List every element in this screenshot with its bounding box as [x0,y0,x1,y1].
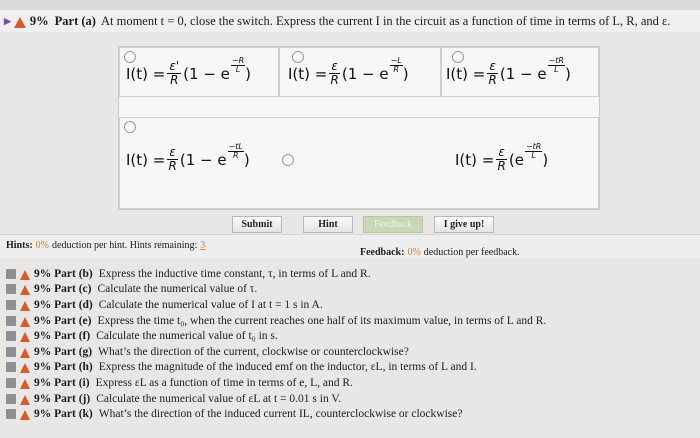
warning-icon [20,285,30,295]
part-status-icon [6,378,16,388]
list-item[interactable]: 9% Part (i) Express εL as a function of time in terms of e, L, and R. [0,375,700,391]
choice-1: I(t) = $\frac{\varepsilon'}{R}$ (1 − e −R L ) [126,56,252,87]
part-status-icon [6,331,16,341]
warning-icon [20,270,30,280]
choice-2: I(t) = $\frac{\varepsilon}{R}$ (1 − e −L R ) [288,56,409,87]
list-item[interactable]: 9% Part (j) Calculate the numerical value of εL at t = 0.01 s in V. [0,391,700,407]
expand-arrow-icon[interactable]: ▶ [4,15,11,26]
hints-info: Hints: 0% deduction per hint. Hints remaining: 3 [6,240,206,251]
give-up-button[interactable]: I give up! [434,216,494,233]
list-item[interactable]: 9% Part (k) What’s the direction of the induced current IL, counterclockwise or clockwise? [0,406,700,422]
part-a-header [0,10,700,32]
part-status-icon [6,284,16,294]
choice-3: I(t) = $\frac{\varepsilon}{R}$ (1 − e −tR L ) [446,56,571,87]
choice-radio-4[interactable] [124,121,136,133]
hints-remaining: 3 [200,240,206,251]
list-item[interactable]: 9% Part (e) Express the time t₀, when the current reaches one half of its maximum value, in terms of L and R. [0,313,700,329]
hints-feedback-bar [0,234,700,258]
choice-cell-1[interactable] [119,47,279,97]
choice-radio-5[interactable] [282,154,294,166]
part-status-icon [6,316,16,326]
choice-grid [118,46,600,210]
warning-icon [20,379,30,389]
part-a-prompt: At moment t = 0, close the switch. Express the current I in the circuit as a function of time in terms of L, R, and ε. [100,13,671,28]
part-status-icon [6,362,16,372]
feedback-info: Feedback: 0% deduction per feedback. [360,247,520,258]
list-item[interactable]: 9% Part (h) Express the magnitude of the induced emf on the inductor, εL, in terms of L and I. [0,360,700,376]
warning-icon [20,317,30,327]
list-item[interactable]: 9% Part (c) Calculate the numerical value of τ. [0,282,700,298]
choice-cell-2[interactable] [279,47,441,97]
part-status-icon [6,394,16,404]
part-a-label: Part (a) [54,13,96,28]
warning-icon [20,301,30,311]
feedback-button[interactable]: Feedback [363,216,423,233]
choice-5[interactable]: I(t) = $\frac{\varepsilon}{R}$ (e −tR L ) [455,142,549,173]
list-item[interactable]: 9% Part (d) Calculate the numerical value of I at t = 1 s in A. [0,297,700,313]
part-status-icon [6,347,16,357]
choice-row-2 [119,117,599,209]
parts-list [0,266,700,422]
part-status-icon [6,409,16,419]
warning-icon [20,410,30,420]
choice-4[interactable]: I(t) = $\frac{\varepsilon}{R}$ (1 − e −tL R ) [126,142,250,173]
list-item[interactable]: 9% Part (f) Calculate the numerical value of t₀ in s. [0,328,700,344]
part-a-percent: 9% [29,13,49,28]
warning-icon [20,395,30,405]
warning-icon [20,332,30,342]
choice-cell-3[interactable] [441,47,599,97]
list-item[interactable]: 9% Part (g) What’s the direction of the current, clockwise or counterclockwise? [0,344,700,360]
part-status-icon [6,300,16,310]
list-item[interactable]: 9% Part (b) Express the inductive time constant, τ, in terms of L and R. [0,266,700,282]
warning-icon [14,17,26,28]
warning-icon [20,363,30,373]
part-status-icon [6,269,16,279]
hint-button[interactable]: Hint [303,216,353,233]
submit-button[interactable]: Submit [232,216,282,233]
warning-icon [20,348,30,358]
